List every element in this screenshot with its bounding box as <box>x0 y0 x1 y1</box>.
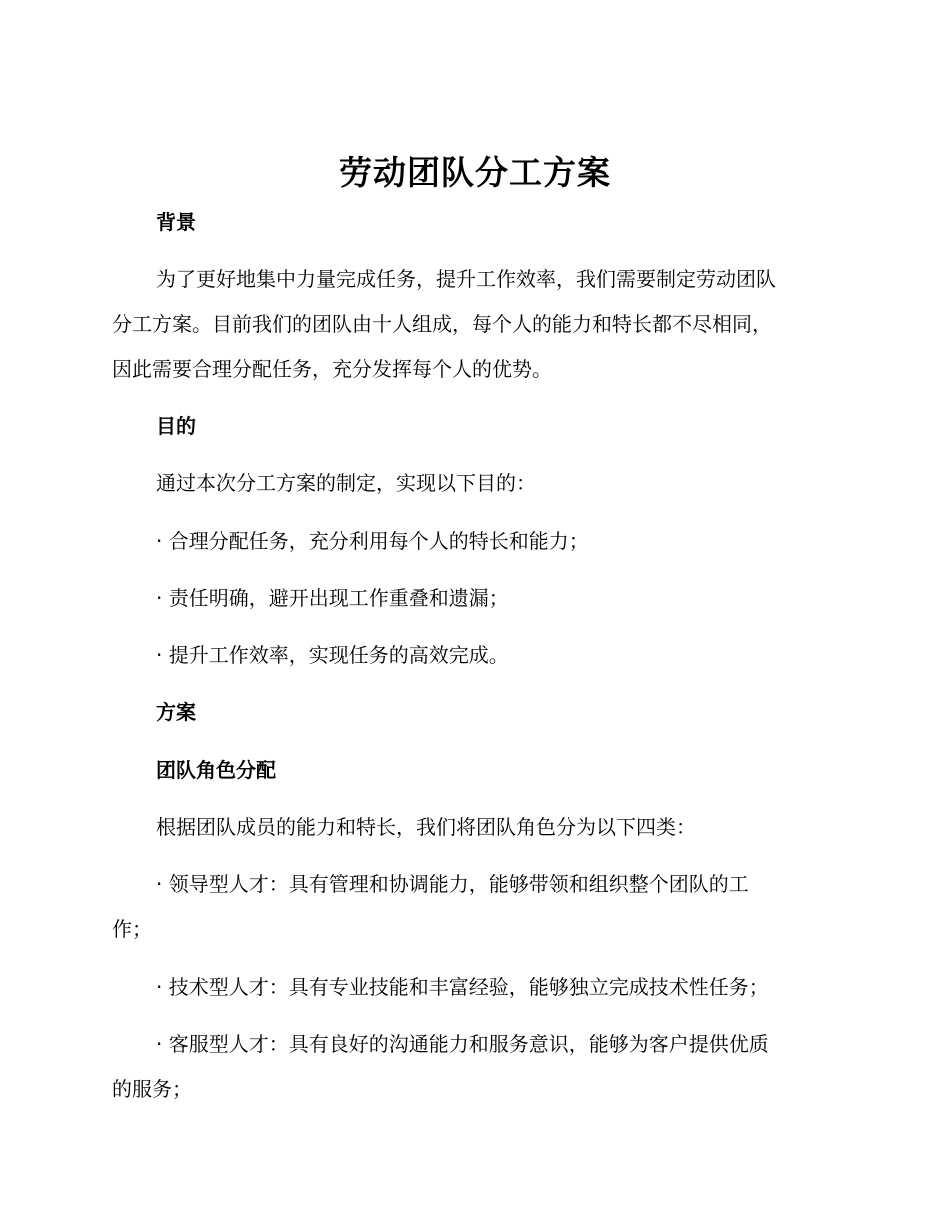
purpose-bullet: · 责任明确，避开出现工作重叠和遗漏； <box>156 586 509 610</box>
paragraph-line: 因此需要合理分配任务，充分发挥每个人的优势。 <box>112 357 552 381</box>
section-heading-purpose: 目的 <box>156 414 196 438</box>
roles-intro: 根据团队成员的能力和特长，我们将团队角色分为以下四类： <box>156 815 696 839</box>
purpose-intro: 通过本次分工方案的制定，实现以下目的： <box>156 471 536 495</box>
section-heading-plan: 方案 <box>156 700 196 724</box>
paragraph-line: 分工方案。目前我们的团队由十人组成，每个人的能力和特长都不尽相同， <box>112 312 772 336</box>
purpose-bullet: · 合理分配任务，充分利用每个人的特长和能力； <box>156 529 589 553</box>
role-item-technical: · 技术型人才：具有专业技能和丰富经验，能够独立完成技术性任务； <box>156 975 769 999</box>
section-heading-background: 背景 <box>156 210 196 234</box>
document-title: 劳动团队分工方案 <box>339 153 611 192</box>
role-item-service: · 客服型人才：具有良好的沟通能力和服务意识，能够为客户提供优质 <box>156 1032 769 1056</box>
role-item-service-continued: 的服务； <box>112 1077 192 1101</box>
purpose-bullet: · 提升工作效率，实现任务的高效完成。 <box>156 643 509 667</box>
paragraph-line: 为了更好地集中力量完成任务，提升工作效率，我们需要制定劳动团队 <box>156 267 776 291</box>
subsection-heading-roles: 团队角色分配 <box>156 758 276 782</box>
role-item-leader-continued: 作； <box>112 917 152 941</box>
role-item-leader: · 领导型人才：具有管理和协调能力，能够带领和组织整个团队的工 <box>156 872 749 896</box>
